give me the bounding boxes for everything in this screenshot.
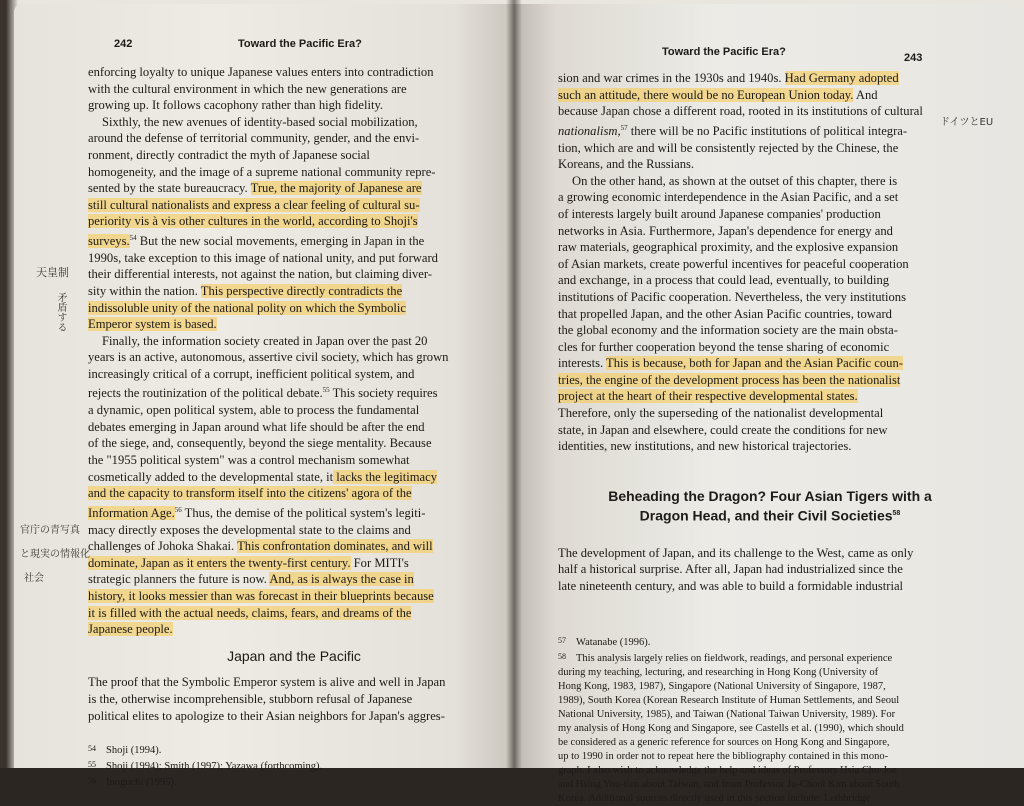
section-heading <box>558 487 982 525</box>
footnote-line: graph. I also wish to acknowledge the help and ideas of Professors Hsia Chu-Joe <box>558 765 897 777</box>
highlighted-text: lacks the legitimacy <box>333 469 438 484</box>
highlighted-text: and the capacity to transform itself into the citizens' agora of the <box>88 486 412 501</box>
left-page <box>14 4 514 789</box>
handwritten-note: 官庁の青写真 <box>20 525 80 536</box>
text-line <box>88 213 500 230</box>
text-line: increasingly critical of a corrupt, inefficient political system, and <box>88 366 415 381</box>
highlighted-text: True, the majority of Japanese are <box>250 181 422 196</box>
text-span: there will be no Pacific institutions of political integra- <box>627 123 908 138</box>
text-line <box>88 180 500 197</box>
spacer <box>558 455 982 477</box>
text-line: 1990s, take exception to this image of national unity, and put forward <box>88 250 438 265</box>
footnote-number: 55 <box>88 760 96 770</box>
highlighted-text: This confrontation dominates, and will <box>237 539 433 554</box>
footnote-ref: 55 <box>322 386 330 395</box>
handwritten-note: 矛盾する <box>55 292 66 332</box>
text-line: institutions of Pacific cooperation. Nevertheless, the very institutions <box>558 289 907 304</box>
footnote-line: up to 1990 in order not to repeat here the bibliography contained in this mono- <box>558 751 889 763</box>
text-line <box>88 316 500 333</box>
text-line: their differential interests, not against the nation, but claiming diver- <box>88 267 432 282</box>
left-body-text <box>88 64 500 790</box>
text-line <box>88 382 500 402</box>
text-span: sion and war crimes in the 1930s and 1940s. <box>558 71 785 85</box>
footnote-number: 56 <box>88 776 96 786</box>
heading-line: Beheading the Dragon? Four Asian Tigers with a <box>608 487 932 504</box>
right-page <box>514 4 1020 805</box>
text-span: And <box>853 87 878 102</box>
text-line: growing up. It follows cacophony rather than high fidelity. <box>88 98 384 113</box>
text-line <box>88 502 500 522</box>
section-heading: Japan and the Pacific <box>227 647 361 664</box>
text-line: state, in Japan and elsewhere, could create the conditions for new <box>558 422 888 437</box>
text-line <box>88 469 500 486</box>
footnote-ref: 57 <box>620 123 628 132</box>
spacer <box>558 535 982 545</box>
text-line: years is an active, autonomous, assertive civil society, which has grown <box>88 350 449 365</box>
highlighted-text: And, as is always the case in <box>269 572 414 587</box>
handwritten-note: 社会 <box>24 573 44 584</box>
text-line: a growing economic interdependence in the Asian Pacific, and a set <box>558 190 899 205</box>
text-line: of the siege, and, consequently, beyond the siege mentality. Because <box>88 436 432 451</box>
highlighted-text: Japanese people. <box>88 622 173 637</box>
footnote-line: be considered as a generic reference for sources on Hong Kong and Singapore, <box>558 737 890 749</box>
text-line <box>558 120 982 140</box>
highlighted-text: indissoluble unity of the national polity on which the Symbolic <box>88 300 406 315</box>
text-line: of Asian markets, create powerful incentives for peaceful cooperation <box>558 256 909 271</box>
text-line: ronment, directly contradict the myth of Japanese social <box>88 147 370 162</box>
text-line: political elites to apologize to their Asian neighbors for Japan's aggres- <box>88 708 445 723</box>
text-line <box>88 605 500 622</box>
text-line <box>558 70 982 87</box>
footnote <box>558 634 982 650</box>
text-line <box>88 300 500 317</box>
text-line: half a historical surprise. After all, Japan had industrialized since the <box>558 562 903 577</box>
text-line <box>88 230 500 250</box>
text-line: with the cultural environment in which the new generations are <box>88 81 407 96</box>
spacer <box>558 594 982 634</box>
text-line: is the, otherwise incomprehensible, stubborn refusal of Japanese <box>88 691 413 706</box>
footnote-line: 1989), South Korea (Korean Research Institute of Human Settlements, and Seoul <box>558 695 900 707</box>
footnote-text: Shoji (1994). <box>106 745 162 757</box>
text-line: around the defense of territorial community, gender, and the envi- <box>88 131 420 146</box>
highlighted-text: project at the heart of their respective developmental states. <box>558 389 858 404</box>
highlighted-text: This perspective directly contradicts the <box>200 283 403 298</box>
text-span: strategic planners the future is now. <box>88 572 270 587</box>
text-span: But the new social movements, emerging in Japan in the <box>136 234 425 249</box>
text-line <box>88 588 500 605</box>
text-line: macy directly exposes the developmental state to the claims and <box>88 522 411 537</box>
footnote-text: Inoguchi (1995). <box>106 777 177 789</box>
text-line: enforcing loyalty to unique Japanese values enters into contradiction <box>88 65 434 79</box>
left-page-number: 242 <box>114 38 133 50</box>
footnote <box>88 742 500 758</box>
highlighted-text: such an attitude, there would be no European Union today. <box>558 87 854 102</box>
text-line <box>88 197 500 214</box>
footnote-line: and Hsing You-tien about Taiwan, and from Professor Ju-Chool Kim about South <box>558 779 900 791</box>
text-span: nationalism, <box>558 123 621 138</box>
text-line <box>558 87 982 104</box>
text-line: identities, new institutions, and new historical trajectories. <box>558 439 852 454</box>
text-line: raw materials, geographical proximity, and the explosive expansion <box>558 240 899 255</box>
text-line: and exchange, in a process that could lead, eventually, to building <box>558 273 890 288</box>
text-line: Koreans, and the Russians. <box>558 157 695 172</box>
highlighted-text: history, it looks messier than was forecast in their blueprints because <box>88 588 434 603</box>
highlighted-text: tries, the engine of the development process has been the nationalist <box>558 372 901 387</box>
right-body-text <box>558 70 982 806</box>
handwritten-note: と現実の情報化 <box>20 549 90 560</box>
text-line <box>88 485 500 502</box>
text-line: the global economy and the information society are the main obsta- <box>558 323 898 338</box>
footnote-text: Watanabe (1996). <box>576 637 651 649</box>
text-line <box>88 538 500 555</box>
text-span: This society requires <box>329 386 438 401</box>
footnote-ref: 58 <box>892 509 901 517</box>
highlighted-text: periority vis à vis other cultures in the world, according to Shoji's <box>88 214 418 229</box>
left-running-head: Toward the Pacific Era? <box>238 38 362 50</box>
text-line: The development of Japan, and its challenge to the West, came as only <box>558 545 914 560</box>
text-line: On the other hand, as shown at the outset of this chapter, there is <box>572 173 898 188</box>
footnote-number: 57 <box>558 636 566 646</box>
footnote-line: Korea. Additional sources directly used in this section include: Lethbridge <box>558 793 871 805</box>
text-line: Sixthly, the new avenues of identity-based social mobilization, <box>102 114 418 129</box>
footnote-line: National University, 1985), and Taiwan (National Taiwan University, 1989). For <box>558 709 896 721</box>
text-line <box>88 555 500 572</box>
text-span: rejects the routinization of the political debate. <box>88 386 323 401</box>
text-line: Therefore, only the superseding of the nationalist developmental <box>558 406 884 421</box>
text-line: late nineteenth century, and was able to build a formidable industrial <box>558 578 904 593</box>
text-span: cosmetically added to the developmental state, it <box>88 469 334 484</box>
right-page-number: 243 <box>904 52 923 64</box>
text-line: debates emerging in Japan around what life should be after the end <box>88 419 425 434</box>
footnote-line: Hong Kong, 1983, 1987), Singapore (National University of Singapore, 1987, <box>558 681 886 693</box>
text-line: the "1955 political system" was a control mechanism somewhat <box>88 453 410 468</box>
highlighted-text: This is because, both for Japan and the Asian Pacific coun- <box>606 356 903 371</box>
text-line: because Japan chose a different road, rooted in its institutions of cultural <box>558 104 923 119</box>
text-line: homogeneity, and the image of a supreme national community repre- <box>88 164 436 179</box>
handwritten-note: 天皇制 <box>36 266 69 279</box>
text-line: networks in Asia. Furthermore, Japan's dependence for energy and <box>558 223 893 238</box>
text-line: cles for further cooperation beyond the tense sharing of economic <box>558 339 890 354</box>
text-line <box>88 571 500 588</box>
text-span: sented by the state bureaucracy. <box>88 181 251 196</box>
text-line: that propelled Japan, and the other Asian Pacific countries, toward <box>558 306 892 321</box>
text-line: Finally, the information society created in Japan over the past 20 <box>102 333 428 348</box>
highlighted-text: dominate, Japan as it enters the twenty-first century. <box>88 555 351 570</box>
footnote-line <box>558 650 982 666</box>
highlighted-text: it is filled with the actual needs, claims, fears, and dreams of the <box>88 605 412 620</box>
spacer <box>88 724 500 742</box>
footnote-line: my analysis of Hong Kong and Singapore, see Castells et al. (1990), which should <box>558 723 904 735</box>
highlighted-text: still cultural nationalists and express a clear feeling of cultural su- <box>88 197 420 212</box>
footnote-number: 54 <box>88 744 96 754</box>
heading-line: Dragon Head, and their Civil Societies <box>639 507 893 524</box>
text-line: tion, which are and will be consistently rejected by the Chinese, the <box>558 140 899 155</box>
text-line <box>88 621 500 638</box>
book-gutter <box>506 0 522 768</box>
text-line: of interests largely built around Japanese companies' production <box>558 206 881 221</box>
footnote <box>88 774 500 790</box>
footnote-ref: 54 <box>129 233 137 242</box>
text-line: a dynamic, open political system, able to process the fundamental <box>88 403 420 418</box>
text-span: For MITI's <box>350 555 409 570</box>
text-span: interests. <box>558 356 607 371</box>
footnote <box>88 758 500 774</box>
highlighted-text: Information Age. <box>88 506 175 520</box>
highlighted-text: Had Germany adopted <box>784 71 899 85</box>
footnote-text: This analysis largely relies on fieldwork, readings, and personal experience <box>576 653 893 665</box>
handwritten-note: ドイツとEU <box>940 117 994 128</box>
footnote-text: Shoji (1994); Smith (1997); Yazawa (forthcoming). <box>106 761 323 773</box>
text-span: Thus, the demise of the political system's legiti- <box>181 506 426 520</box>
text-line <box>558 372 982 389</box>
text-line: The proof that the Symbolic Emperor system is alive and well in Japan <box>88 675 446 690</box>
highlighted-text: Emperor system is based. <box>88 317 217 332</box>
right-running-head: Toward the Pacific Era? <box>662 46 786 58</box>
text-line <box>558 355 982 372</box>
highlighted-text: surveys. <box>88 234 130 249</box>
footnote-line: during my teaching, lecturing, and researching in Hong Kong (University of <box>558 667 879 679</box>
footnote-ref: 56 <box>174 505 182 514</box>
footnote <box>558 650 982 806</box>
text-span: challenges of Johoka Shakai. <box>88 539 238 554</box>
text-line <box>558 388 982 405</box>
footnote-number: 58 <box>558 652 566 662</box>
text-line <box>88 283 500 300</box>
text-span: sity within the nation. <box>88 283 201 298</box>
